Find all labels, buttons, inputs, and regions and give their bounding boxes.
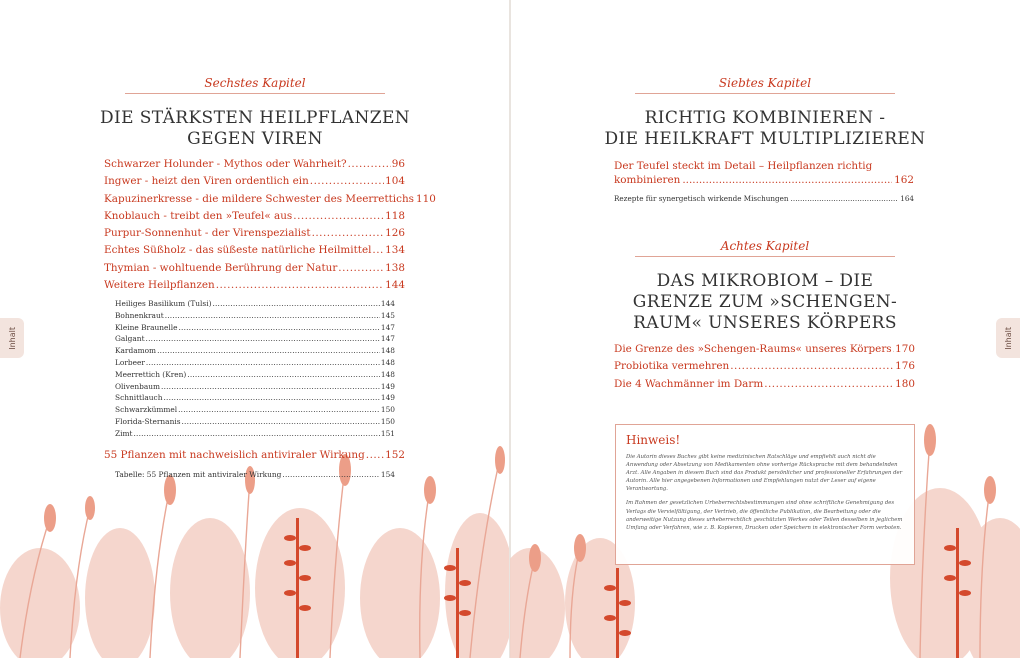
toc-entry-title: Echtes Süßholz - das süßeste natürliche Heilmittel xyxy=(104,244,372,257)
chapter-title xyxy=(75,108,435,150)
chapter-title-line: DIE STÄRKSTEN HEILPFLANZEN xyxy=(99,108,411,128)
toc-leader xyxy=(730,360,894,372)
toc-entry-title: 55 Pflanzen mit nachweislich antiviraler Wirkung xyxy=(104,449,365,461)
toc-leader xyxy=(764,378,894,390)
toc-subentry-page: 148 xyxy=(380,357,395,367)
toc-subentry-page: 150 xyxy=(380,405,395,415)
toc-leader xyxy=(310,175,384,187)
toc-leader xyxy=(372,244,384,256)
toc-leader xyxy=(682,174,892,186)
chapter-label xyxy=(635,76,895,94)
toc-subentry-title: Lorbeer xyxy=(115,357,145,367)
toc-subentry[interactable] xyxy=(115,370,395,382)
toc-leader xyxy=(178,405,380,414)
toc-entry-page: 180 xyxy=(895,377,915,390)
toc-leader xyxy=(161,382,380,391)
chapter-label xyxy=(635,239,895,257)
chapter-label-text: Sechstes Kapitel xyxy=(204,76,306,90)
toc-leader xyxy=(212,299,379,308)
toc-entry[interactable] xyxy=(104,227,405,244)
toc-entry-continuation xyxy=(614,174,914,186)
toc-entry-page: 110 xyxy=(415,192,436,205)
toc-entry-title: Kapuzinerkresse - die mildere Schwester des Meerrettichs xyxy=(104,192,414,205)
toc-subentry-title: Schnittlauch xyxy=(115,393,163,403)
toc-entry[interactable] xyxy=(104,244,405,261)
chapter-label xyxy=(125,76,385,94)
toc-leader xyxy=(165,311,380,320)
toc-list xyxy=(104,158,436,296)
toc-subentry-title: Bohnenkraut xyxy=(115,310,164,320)
toc-leader xyxy=(133,429,379,438)
toc-subentry-title: Meerrettich (Kren) xyxy=(115,369,187,379)
toc-subentry[interactable] xyxy=(115,417,395,429)
toc-leader xyxy=(348,158,391,170)
toc-entry-page: 118 xyxy=(385,209,405,222)
toc-subentry-page: 164 xyxy=(900,194,914,203)
toc-subentry-page: 148 xyxy=(380,346,395,356)
toc-subentry[interactable] xyxy=(115,334,395,346)
chapter-rule xyxy=(635,93,895,94)
section-tab xyxy=(996,318,1020,358)
toc-subentry[interactable] xyxy=(614,194,914,203)
toc-entry-title: Ingwer - heizt den Viren ordentlich ein xyxy=(104,175,309,188)
chapter-rule xyxy=(125,93,385,94)
toc-leader xyxy=(338,262,384,274)
toc-leader xyxy=(163,393,379,402)
chapter-label-text: Siebtes Kapitel xyxy=(718,76,812,90)
toc-entry-title: Schwarzer Holunder - Mythos oder Wahrheit? xyxy=(104,158,347,170)
notice-title: Hinweis! xyxy=(626,433,681,447)
toc-subentry[interactable] xyxy=(115,393,395,405)
toc-leader xyxy=(187,370,380,379)
toc-entry[interactable] xyxy=(104,158,405,175)
toc-subentry[interactable] xyxy=(115,346,395,358)
toc-entry-page: 138 xyxy=(385,261,405,274)
toc-entry-page: 96 xyxy=(391,158,405,170)
toc-subentry-page: 150 xyxy=(380,416,395,426)
toc-subentry-page: 144 xyxy=(380,299,395,308)
toc-entry-title: kombinieren xyxy=(614,174,681,186)
toc-entry-page: 152 xyxy=(385,449,405,461)
toc-subentry-title: Kleine Braunelle xyxy=(115,322,178,332)
toc-leader xyxy=(146,358,380,367)
toc-subentry-page: 151 xyxy=(380,428,395,438)
toc-subentry-title: Heiliges Basilikum (Tulsi) xyxy=(115,299,212,308)
chapter-title-line: DAS MIKROBIOM – DIE xyxy=(656,271,874,291)
toc-leader xyxy=(216,279,384,291)
toc-entry-title: Die 4 Wachmänner im Darm xyxy=(614,377,764,390)
toc-leader xyxy=(366,449,384,461)
toc-entry-page: 126 xyxy=(385,227,405,240)
toc-subentry-title: Florida-Sternanis xyxy=(115,416,181,426)
toc-subentry-title: Zimt xyxy=(115,428,133,438)
toc-entry-title: Probiotika vermehren xyxy=(614,360,730,373)
toc-entry-title: Thymian - wohltuende Berührung der Natur xyxy=(104,261,338,274)
toc-subentry[interactable] xyxy=(115,299,395,311)
toc-subentry-title: Kardamom xyxy=(115,346,157,356)
toc-entry[interactable] xyxy=(104,210,405,227)
toc-entry-multiline[interactable] xyxy=(614,158,914,203)
toc-entry[interactable] xyxy=(614,343,915,360)
chapter-title xyxy=(585,108,945,150)
toc-leader xyxy=(182,417,380,426)
toc-entry-page: 162 xyxy=(894,174,914,186)
toc-subentry[interactable] xyxy=(115,311,395,323)
toc-subentry[interactable] xyxy=(115,429,395,441)
chapter-title-line: DIE HEILKRAFT MULTIPLIZIEREN xyxy=(604,129,926,149)
toc-entry[interactable] xyxy=(104,262,405,279)
section-tab-label: Inhalt xyxy=(1003,326,1013,350)
toc-subentry[interactable] xyxy=(115,405,395,417)
toc-leader xyxy=(282,470,380,479)
toc-leader xyxy=(791,194,899,203)
toc-sublist xyxy=(115,299,395,441)
chapter-title-line: RAUM« UNSERES KÖRPERS xyxy=(633,313,897,333)
toc-subentry-page: 147 xyxy=(380,322,395,332)
toc-entry-page: 104 xyxy=(385,175,405,188)
toc-subentry-title: Tabelle: 55 Pflanzen mit antiviraler Wirkung xyxy=(115,470,282,479)
toc-entry-title: Weitere Heilpflanzen xyxy=(104,279,215,292)
toc-subentry-page: 145 xyxy=(380,310,395,320)
toc-entry[interactable] xyxy=(614,360,915,377)
toc-subentry-title: Rezepte für synergetisch wirkende Mischungen xyxy=(614,194,789,203)
chapter-title-line: RICHTIG KOMBINIEREN - xyxy=(644,108,886,128)
toc-entry[interactable] xyxy=(104,279,405,296)
toc-entry-page: 134 xyxy=(385,244,405,257)
toc-list xyxy=(104,449,405,466)
toc-subentry-page: 147 xyxy=(380,334,395,344)
toc-subentry-page: 148 xyxy=(380,369,395,379)
toc-entry-page: 144 xyxy=(385,279,405,292)
chapter-title xyxy=(585,271,945,334)
toc-subentry[interactable] xyxy=(115,358,395,370)
toc-entry[interactable] xyxy=(614,378,915,395)
toc-leader xyxy=(146,334,380,343)
section-tab-label: Inhalt xyxy=(7,326,17,350)
toc-subentry-title: Schwarzkümmel xyxy=(115,405,178,415)
section-tab xyxy=(0,318,24,358)
toc-entry-title: Der Teufel steckt im Detail – Heilpflanzen richtig xyxy=(614,160,873,172)
toc-entry-title: Die Grenze des »Schengen-Raums« unseres Körpers xyxy=(614,343,892,355)
toc-subentry-title: Olivenbaum xyxy=(115,381,161,391)
toc-entry-page: 176 xyxy=(895,360,915,373)
chapter-label-text: Achtes Kapitel xyxy=(720,239,810,253)
notice-paragraph: Im Rahmen der gesetzlichen Urheberrechtsbestimmungen sind ohne schriftliche Genehmigung des Verlags die Vervielfältigung, der Vertrieb, die öffentliche Publikation, die Bearbeitung oder die anderweitige Nutzung dieses urheberrechtlich geschützten Werkes oder Teilen desselben in jeglichem Umfang oder Verfahren, wie z. B. Kopieren, Drucken oder Speichern in elektronischer Form verboten. xyxy=(626,500,903,531)
toc-entry[interactable] xyxy=(104,175,405,192)
toc-subentry-title: Galgant xyxy=(115,334,145,344)
toc-entry-title: Knoblauch - treibt den »Teufel« aus xyxy=(104,209,293,222)
toc-leader xyxy=(293,210,384,222)
chapter-title-line: GRENZE ZUM »SCHENGEN- xyxy=(632,292,898,312)
toc-leader xyxy=(178,323,379,332)
toc-leader xyxy=(157,346,380,355)
right-page xyxy=(510,0,1020,658)
toc-leader xyxy=(312,227,385,239)
toc-entry[interactable] xyxy=(104,449,405,466)
toc-subentry-page: 154 xyxy=(380,470,395,479)
toc-entry-title: Purpur-Sonnenhut - der Virenspezialist xyxy=(104,227,311,240)
notice-paragraph: Die Autorin dieses Buches gibt keine medizinischen Ratschläge und empfiehlt auch nicht die Anwendung oder Absetzung von Medikamenten ohne vorherige Rücksprache mit dem behandelnden Arzt. Alle Angaben in diesem Buch sind das Produkt persönlicher und professioneller Erfahrungen der Autorin. Alle hier angegebenen Informationen und Empfehlungen nutzt der Leser auf eigene Verantwortung. xyxy=(626,454,903,493)
toc-entry-page: 170 xyxy=(895,343,915,355)
toc-sublist xyxy=(115,470,395,482)
toc-entry[interactable] xyxy=(104,192,436,210)
chapter-title-line: GEGEN VIREN xyxy=(187,129,323,149)
notice-box xyxy=(615,424,915,565)
toc-list xyxy=(614,343,915,395)
toc-subentry-page: 149 xyxy=(380,381,395,391)
chapter-rule xyxy=(635,256,895,257)
toc-subentry[interactable] xyxy=(115,323,395,335)
toc-subentry-page: 149 xyxy=(380,393,395,403)
toc-subentry[interactable] xyxy=(115,470,395,482)
toc-subentry[interactable] xyxy=(115,382,395,394)
toc-leader xyxy=(893,343,895,355)
